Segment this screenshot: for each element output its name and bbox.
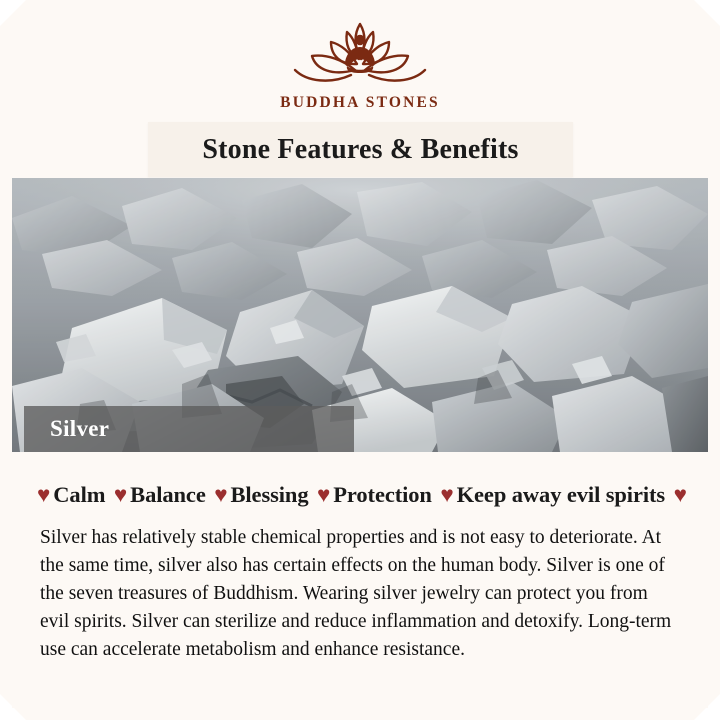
brand-logo-block	[0, 18, 720, 112]
heart-icon: ♥	[673, 482, 687, 507]
lotus-buddha-icon	[285, 18, 435, 92]
page-title: Stone Features & Benefits	[202, 133, 519, 165]
keyword-balance: Balance	[130, 482, 206, 507]
brand-name: BUDDHA STONES	[280, 94, 440, 111]
keyword-calm: Calm	[53, 482, 106, 507]
keyword-blessing: Blessing	[230, 482, 309, 507]
keyword-list	[34, 482, 686, 508]
stone-name-label: Silver	[50, 416, 110, 441]
title-band	[148, 122, 573, 177]
hero-image	[12, 178, 708, 452]
keyword-protection: Protection	[333, 482, 432, 507]
heart-icon: ♥	[113, 482, 128, 507]
heart-icon: ♥	[440, 482, 454, 507]
heart-icon: ♥	[214, 482, 228, 507]
heart-icon: ♥	[37, 482, 51, 507]
description-paragraph: Silver has relatively stable chemical properties and is not easy to deteriorate. At the same time, silver also has certain effects on the human body. Silver is one of the seven treasures of Buddhism. Wearing silver jewelry can protect you from evil spirits. Silver can sterilize and reduce inflammation and detoxify. Long-term use can accelerate metabolism and enhance resistance.	[40, 527, 672, 660]
hero-caption-ribbon	[24, 406, 354, 452]
content-panel	[12, 452, 708, 708]
heart-icon: ♥	[317, 482, 331, 507]
keyword-keep-away-evil-spirits: Keep away evil spirits	[456, 482, 666, 507]
